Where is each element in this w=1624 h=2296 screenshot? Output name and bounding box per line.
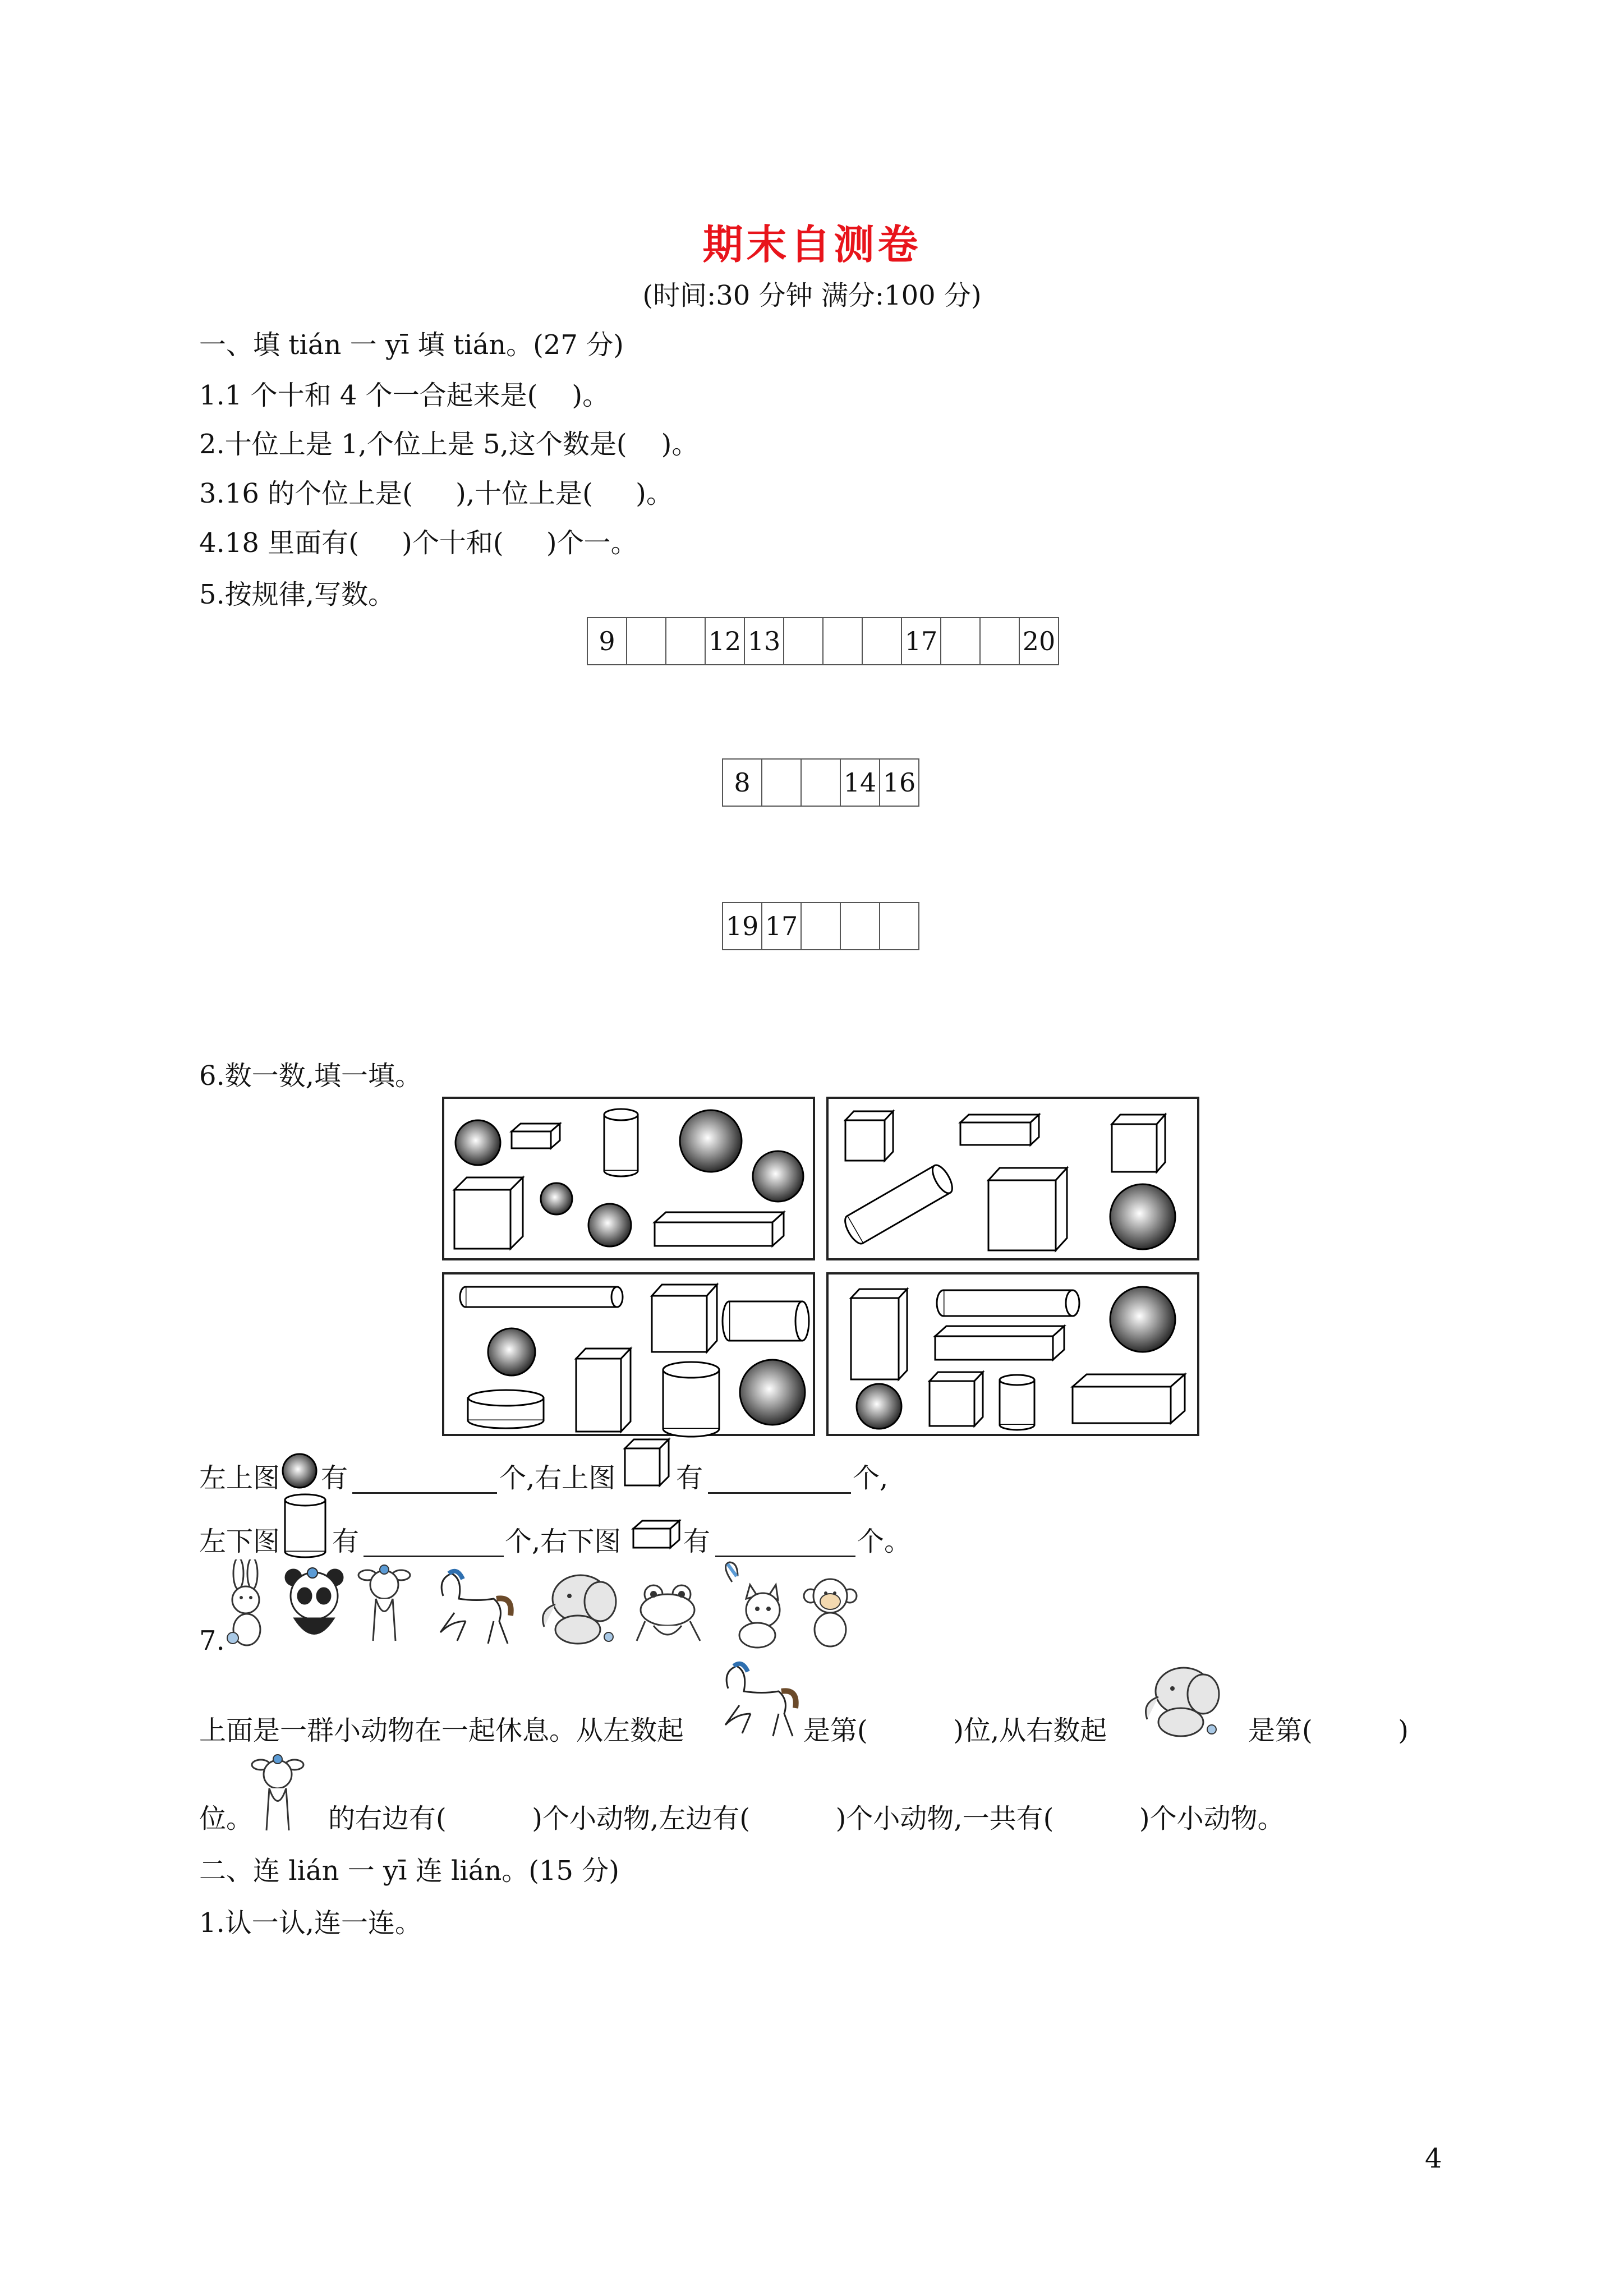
sequence-cell[interactable]: [840, 903, 880, 950]
horse-icon: [717, 1660, 801, 1742]
answer-blank[interactable]: [352, 1492, 497, 1494]
cylinder-icon: [841, 1162, 956, 1246]
sphere-icon: [456, 1120, 500, 1165]
q6-line2-text-e: 个。: [857, 1526, 912, 1557]
cube-icon: [454, 1177, 523, 1249]
cylinder-icon: [604, 1109, 638, 1176]
sequence-cell[interactable]: 12: [705, 618, 744, 665]
cuboid-icon: [512, 1124, 560, 1148]
sequence-cell[interactable]: 8: [723, 759, 762, 806]
page-subtitle: (时间:30 分钟 满分:100 分): [642, 280, 982, 311]
sequence-cell[interactable]: [980, 618, 1019, 665]
q7-line1-text-c: 是第( ): [1248, 1715, 1409, 1746]
sphere-icon: [740, 1360, 805, 1425]
elephant-icon: [536, 1571, 617, 1646]
deer-icon: [250, 1749, 306, 1839]
answer-blank[interactable]: [364, 1556, 504, 1557]
cylinder-icon: [460, 1287, 623, 1307]
sequence-cell[interactable]: 13: [744, 618, 784, 665]
question-7-label: 7.: [199, 1625, 225, 1657]
cuboid-icon: [655, 1212, 784, 1246]
deer-icon: [356, 1559, 412, 1649]
sequence-cell[interactable]: 9: [587, 618, 627, 665]
question-6: 6.数一数,填一填。: [199, 1060, 422, 1092]
cube-icon: [930, 1372, 983, 1426]
panda-icon: [283, 1565, 345, 1649]
sequence-cell[interactable]: [880, 903, 919, 950]
section-2-question-1: 1.认一认,连一连。: [199, 1907, 422, 1939]
sequence-cell[interactable]: [801, 759, 840, 806]
shapes-panel-bottom-right: [826, 1272, 1199, 1436]
sphere-icon: [541, 1183, 572, 1214]
q6-line2-text-a: 左下图: [199, 1526, 280, 1557]
cylinder-icon: [468, 1390, 544, 1428]
sphere-icon: [680, 1110, 742, 1172]
cuboid-icon: [631, 1517, 683, 1552]
cuboid-icon: [851, 1289, 907, 1379]
sequence-cell[interactable]: [627, 618, 666, 665]
q6-line2-text-c: 个,右下图: [505, 1526, 622, 1557]
sphere-icon: [1110, 1287, 1175, 1352]
section-1-heading: 一、填 tián 一 yī 填 tián。(27 分): [199, 329, 624, 361]
q6-line2-text-d: 有: [683, 1526, 711, 1557]
shapes-panel-bottom-left: [442, 1272, 815, 1436]
cylinder-icon: [663, 1362, 719, 1437]
cube-icon: [845, 1111, 893, 1161]
q7-line1-text-b: 是第( )位,从右数起: [803, 1715, 1107, 1746]
cylinder-icon: [280, 1492, 331, 1559]
sequence-cell[interactable]: 16: [880, 759, 919, 806]
cat-icon: [715, 1559, 788, 1649]
cylinder-icon: [723, 1301, 809, 1341]
question-5: 5.按规律,写数。: [199, 579, 395, 610]
sequence-cell[interactable]: [862, 618, 901, 665]
cylinder-icon: [1000, 1375, 1034, 1430]
cuboid-icon: [576, 1349, 631, 1432]
sequence-cell[interactable]: 19: [723, 903, 762, 950]
sequence-cell[interactable]: [801, 903, 840, 950]
q6-line1-text-e: 个,: [853, 1462, 889, 1494]
q7-line2-text-a: 位。: [199, 1803, 254, 1834]
cube-icon: [652, 1285, 717, 1352]
answer-blank[interactable]: [715, 1556, 855, 1557]
q7-line2-text-b: 的右边有( )个小动物,左边有( )个小动物,一共有( )个小动物。: [328, 1803, 1285, 1834]
sequence-cell[interactable]: 14: [840, 759, 880, 806]
answer-blank[interactable]: [708, 1492, 851, 1494]
cube-icon: [1112, 1115, 1165, 1172]
horse-icon: [432, 1568, 516, 1649]
cube-icon: [622, 1436, 675, 1489]
sequence-cell[interactable]: [823, 618, 862, 665]
section-2-heading: 二、连 lián 一 yī 连 lián。(15 分): [199, 1855, 620, 1887]
q6-line2-text-b: 有: [332, 1526, 360, 1557]
sequence-table-2: [722, 758, 919, 807]
cuboid-icon: [960, 1115, 1039, 1145]
sequence-cell[interactable]: [762, 759, 801, 806]
question-3: 3.16 的个位上是( ),十位上是( )。: [199, 478, 673, 509]
elephant-icon: [1139, 1663, 1220, 1739]
q6-line1-text-d: 有: [676, 1462, 703, 1494]
sequence-cell[interactable]: [941, 618, 980, 665]
sequence-table-1: [587, 617, 1059, 665]
sequence-cell[interactable]: 17: [762, 903, 801, 950]
page-title: 期末自测卷: [702, 220, 922, 268]
cuboid-icon: [935, 1326, 1064, 1360]
question-4: 4.18 里面有( )个十和( )个一。: [199, 527, 638, 559]
monkey-icon: [799, 1573, 861, 1649]
cylinder-icon: [937, 1290, 1079, 1316]
q6-line1-text-b: 有: [321, 1462, 348, 1494]
frog-icon: [634, 1582, 704, 1646]
question-1: 1.1 个十和 4 个一合起来是( )。: [199, 380, 610, 411]
shapes-panel-top-right: [826, 1097, 1199, 1260]
sphere-icon: [588, 1204, 631, 1246]
cube-icon: [988, 1168, 1067, 1250]
rabbit-icon: [222, 1559, 272, 1649]
sequence-cell[interactable]: 20: [1019, 618, 1059, 665]
q6-line1-text-c: 个,右上图: [499, 1462, 616, 1494]
q6-line1-text-a: 左上图: [199, 1462, 280, 1494]
sequence-cell[interactable]: [666, 618, 705, 665]
shapes-panel-top-left: [442, 1097, 815, 1260]
question-2: 2.十位上是 1,个位上是 5,这个数是( )。: [199, 429, 699, 460]
cuboid-icon: [1073, 1374, 1185, 1423]
sphere-icon: [280, 1452, 319, 1490]
sphere-icon: [857, 1384, 901, 1429]
sequence-cell[interactable]: [784, 618, 823, 665]
sphere-icon: [753, 1151, 803, 1202]
sequence-table-3: [722, 902, 919, 950]
sphere-icon: [1110, 1184, 1175, 1249]
page-number: 4: [1425, 2143, 1442, 2174]
sphere-icon: [488, 1328, 535, 1375]
q7-line1-text-a: 上面是一群小动物在一起休息。从左数起: [199, 1715, 684, 1746]
sequence-cell[interactable]: 17: [901, 618, 941, 665]
